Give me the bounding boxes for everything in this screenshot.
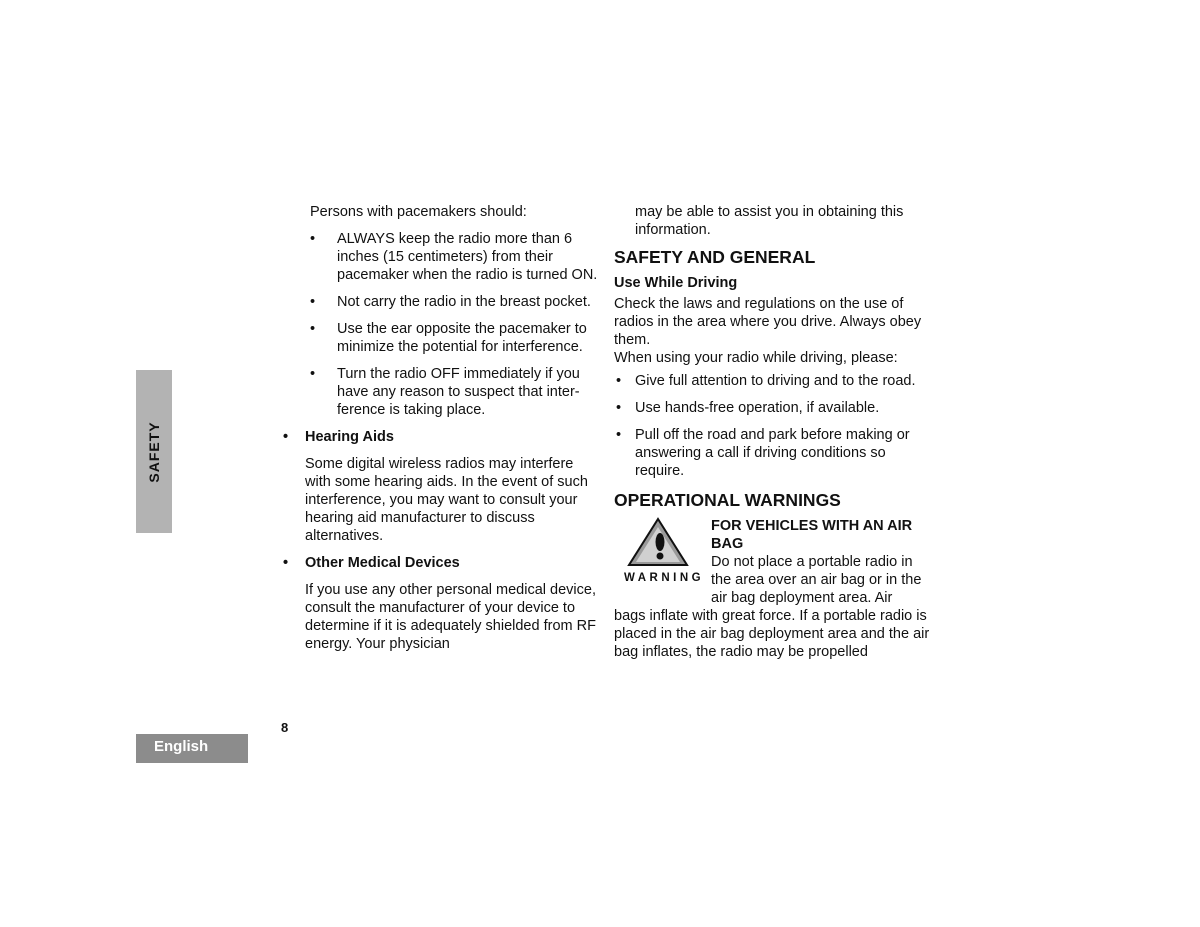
pacemaker-intro: Persons with pacemakers should: (310, 204, 527, 220)
list-item: • Turn the radio OFF immediately if you have any reason to suspect that inter-ference is taking place. (310, 366, 580, 418)
list-item: • Use hands-free operation, if available. (616, 400, 880, 416)
language-tab (136, 734, 248, 763)
warning-label: WARNING (624, 572, 705, 584)
continued-text: may be able to assist you in obtaining this information. (635, 204, 904, 238)
bullet: • (616, 373, 622, 389)
section-tab (136, 370, 172, 533)
warning-triangle-icon (627, 517, 689, 567)
other-devices-text: If you use any other personal medical device, consult the manufacturer of your device to determine if it is adequately shielded from RF energy. Your physician (305, 582, 596, 652)
other-devices-item (283, 554, 598, 572)
language-tab-label: English (154, 738, 209, 755)
page-number: 8 (281, 720, 289, 735)
hearing-aids-item (283, 428, 598, 446)
list-item: • ALWAYS keep the radio more than 6 inches (15 centimeters) from their pacemaker when the radio is turned ON. (310, 231, 598, 283)
bullet: • (310, 231, 316, 247)
airbag-warning (711, 517, 933, 607)
bullet: • (310, 366, 316, 382)
driving-paragraph: Check the laws and regulations on the use of radios in the area where you drive. Always obey them. (614, 296, 922, 348)
airbag-text: Do not place a portable radio in the area over an air bag or in the air bag deployment area. Air (711, 554, 922, 606)
list-item: • Pull off the road and park before making or answering a call if driving conditions so require. (616, 427, 910, 479)
hearing-aids-heading: Hearing Aids (305, 429, 394, 445)
pacemaker-list (310, 230, 598, 419)
bullet: • (616, 400, 622, 416)
list-item: • Use the ear opposite the pacemaker to minimize the potential for interference. (310, 321, 587, 355)
bullet: • (283, 429, 289, 445)
airbag-continued-text: bags inflate with great force. If a portable radio is placed in the air bag deployment area and the air bag inflates, the radio may be propelled (614, 608, 930, 660)
driving-list (614, 372, 932, 480)
safety-heading: SAFETY AND GENERAL (614, 247, 816, 267)
bullet: • (310, 321, 316, 337)
bullet: • (310, 294, 316, 310)
driving-intro: When using your radio while driving, please: (614, 350, 898, 366)
right-column (614, 203, 932, 661)
bullet: • (616, 427, 622, 443)
list-item: • Give full attention to driving and to the road. (616, 373, 916, 389)
section-tab-label: SAFETY (146, 420, 162, 483)
warnings-heading: OPERATIONAL WARNINGS (614, 490, 841, 510)
list-item: • Not carry the radio in the breast pocket. (310, 294, 591, 310)
bullet: • (283, 555, 289, 571)
driving-subheading: Use While Driving (614, 275, 738, 291)
warning-block (614, 517, 932, 607)
hearing-aids-text: Some digital wireless radios may interfere with some hearing aids. In the event of such interference, you may want to consult your hearing aid manufacturer to discuss alternatives. (305, 456, 588, 544)
other-devices-heading: Other Medical Devices (305, 555, 460, 571)
left-column (283, 203, 598, 662)
airbag-heading: FOR VEHICLES WITH AN AIR BAG (711, 518, 913, 552)
